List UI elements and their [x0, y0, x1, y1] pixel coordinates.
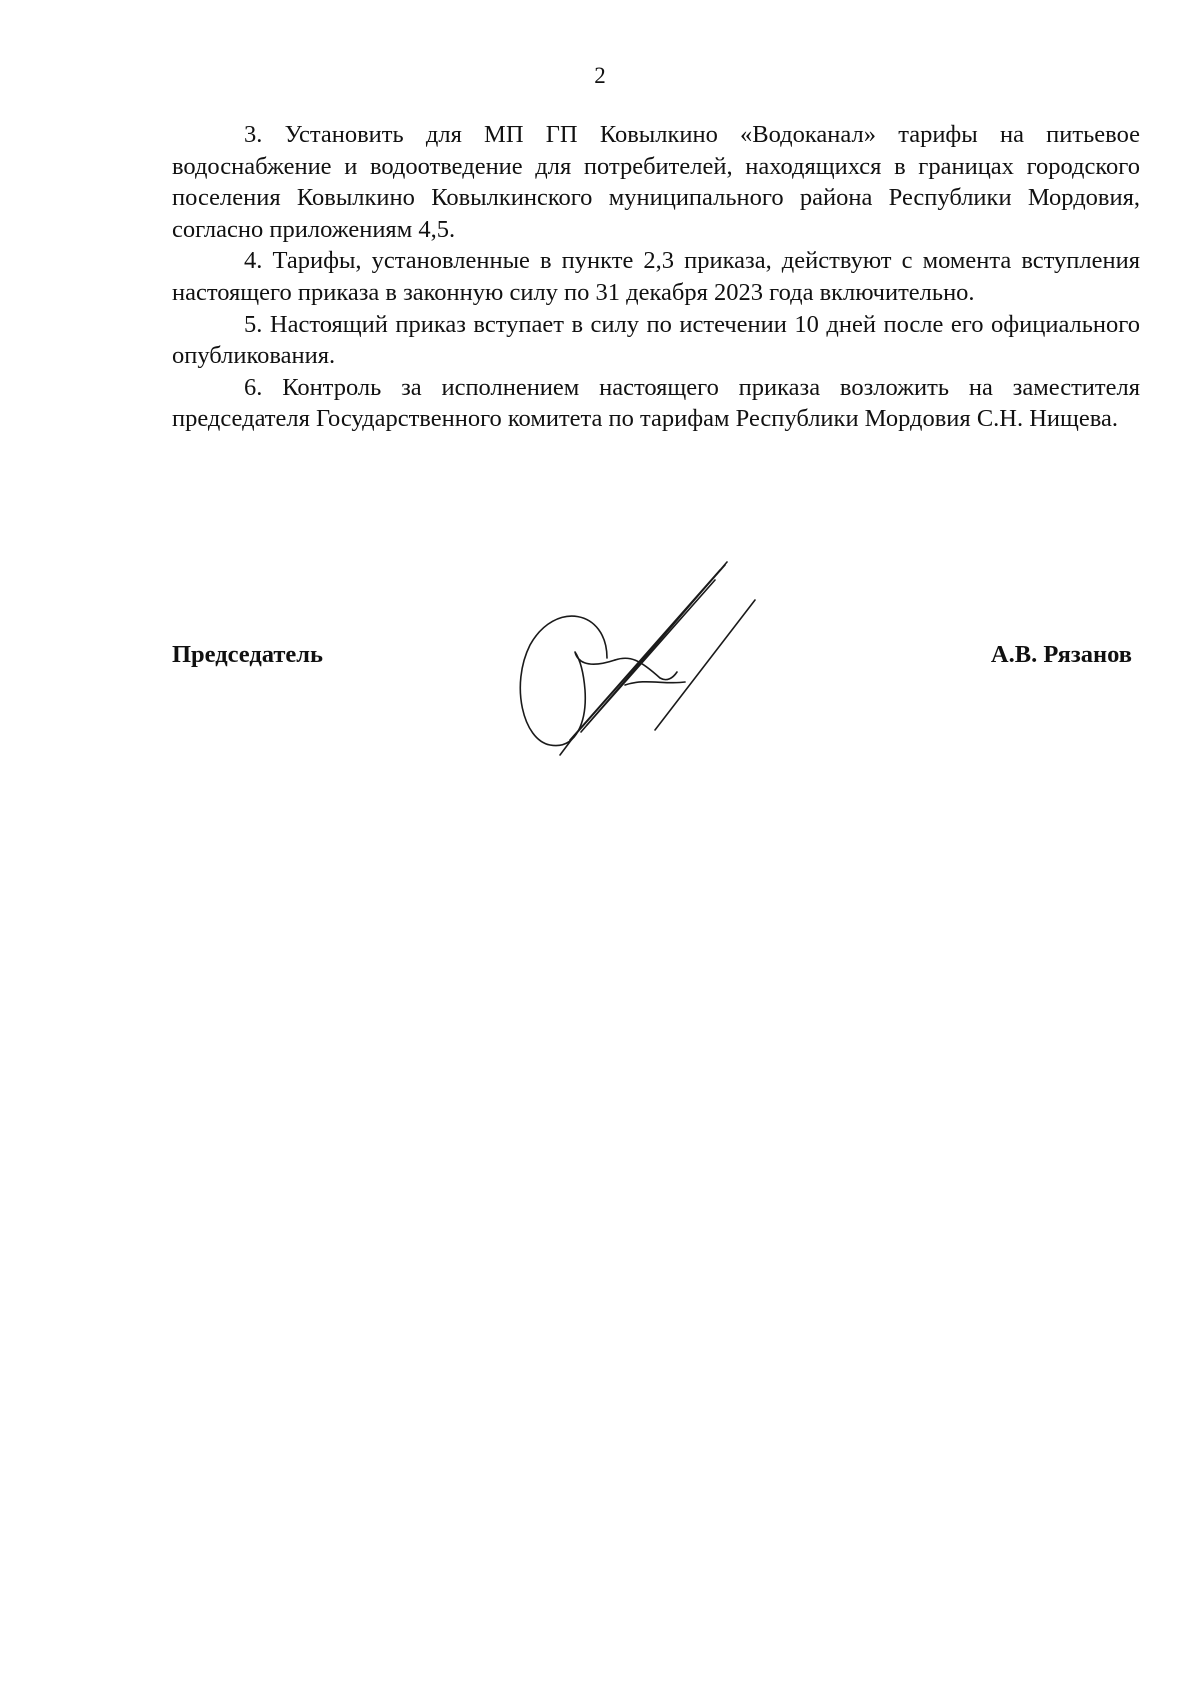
paragraph-5: 5. Настоящий приказ вступает в силу по истечении 10 дней после его официального опубликования.: [172, 310, 1140, 370]
page-number: 2: [594, 63, 606, 88]
document-body: [172, 119, 1140, 435]
signatory-name: А.В. Рязанов: [990, 641, 1132, 668]
handwritten-signature: [515, 560, 815, 770]
paragraph-6: 6. Контроль за исполнением настоящего приказа возложить на заместителя председателя Государственного комитета по тарифам Республики Мордовия С.Н. Нищева.: [172, 373, 1140, 433]
paragraph-4: 4. Тарифы, установленные в пункте 2,3 приказа, действуют с момента вступления настоящего приказа в законную силу по 31 декабря 2023 года включительно.: [172, 247, 1140, 306]
signatory-title: Председатель: [172, 641, 323, 668]
paragraph-3: 3. Установить для МП ГП Ковылкино «Водоканал» тарифы на питьевое водоснабжение и водоотведение для потребителей, находящихся в границах городского поселения Ковылкино Ковылкинского муниципального района Республики Мордовия, согласно приложениям 4,5.: [172, 121, 1140, 243]
